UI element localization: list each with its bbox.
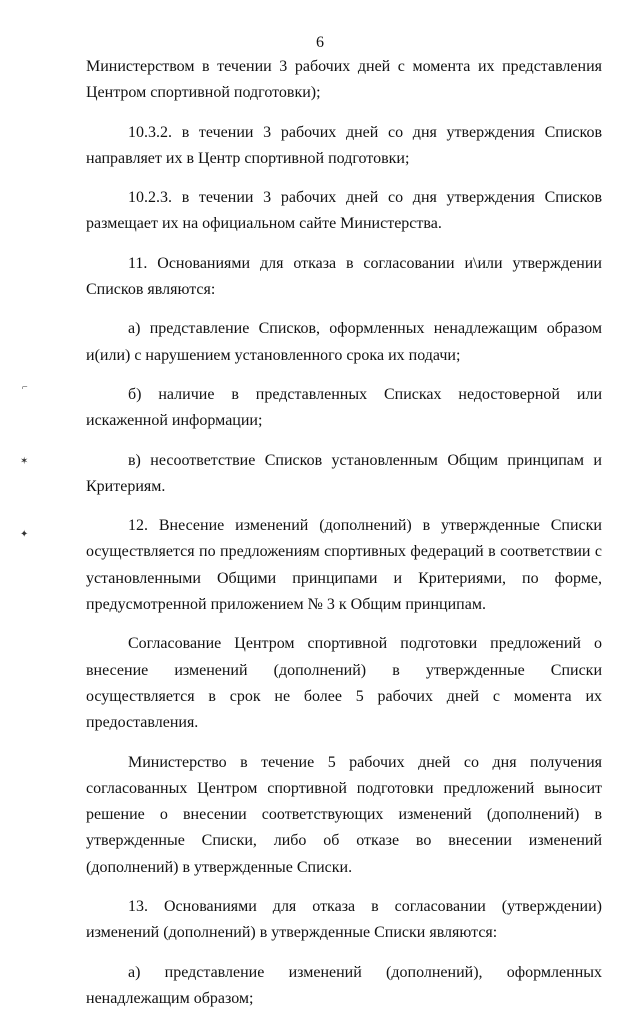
paragraph-4: 11. Основаниями для отказа в согласовании и\или утверждении Списков являются: (86, 254, 602, 299)
paragraph-7: в) несоответствие Списков установленным Общим принципам и Критериям. (86, 451, 602, 495)
page-number: 6 (316, 34, 324, 51)
paragraph-5: а) представление Списков, оформленных ненадлежащим образом и(или) с нарушением установленного срока их подачи; (86, 320, 602, 364)
paragraph-2: 10.3.2. в течении 3 рабочих дней со дня утверждения Списков направляет их в Центр спортивной подготовки; (86, 123, 602, 167)
paragraph-6: б) наличие в представленных Списках недостоверной или искаженной информации; (86, 385, 602, 430)
scan-mark-2: ✶ (20, 456, 29, 467)
document-body (86, 54, 602, 1012)
paragraph-1: Министерством в течении 3 рабочих дней с момента их представления Центром спортивной подготовки); (86, 58, 602, 102)
scan-mark-1: ⌐ (22, 382, 28, 393)
paragraph-9: Согласование Центром спортивной подготовки предложений о внесение изменений (дополнений) в утвержденные Списки осуществляется в срок не более 5 рабочих дней с момента их предоставления. (86, 635, 602, 732)
paragraph-11: 13. Основаниями для отказа в согласовании (утверждении) изменений (дополнений) в утвержденные Списки являются: (86, 898, 602, 942)
paragraph-3: 10.2.3. в течении 3 рабочих дней со дня утверждения Списков размещает их на официальном сайте Министерства. (86, 189, 602, 233)
paragraph-8: 12. Внесение изменений (дополнений) в утвержденные Списки осуществляется по предложениям спортивных федераций в соответствии с установленными Общими принципами и Критериями, по форме, предусмотренной приложением № 3 к Общим принципам. (86, 517, 602, 614)
scan-mark-3: ✦ (20, 529, 29, 540)
paragraph-12: а) представление изменений (дополнений), оформленных ненадлежащим образом; (86, 963, 602, 1007)
paragraph-10: Министерство в течение 5 рабочих дней со дня получения согласованных Центром спортивной подготовки предложений выносит решение о внесении соответствующих изменений (дополнений) в утвержденные Списки, либо об отказе во внесении изменений (дополнений) в утвержденные Списки. (86, 753, 602, 876)
